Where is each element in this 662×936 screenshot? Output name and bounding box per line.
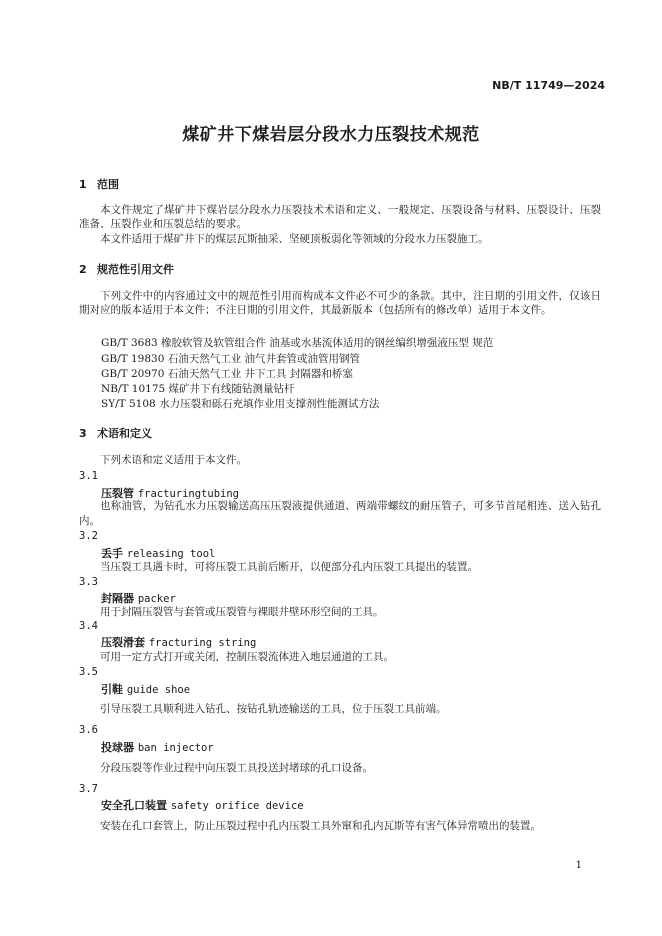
term-zh: 丢手 (101, 547, 123, 560)
term-number: 3.1 (79, 470, 98, 482)
paragraph: 下列文件中的内容通过文中的规范性引用而构成本文件必不可少的条款。其中，注日期的引用文件，仅该日期对应的版本适用于本文件；不注日期的引用文件，其最新版本（包括所有的修改单）适用于本文件。 (79, 290, 601, 316)
term-heading (101, 590, 176, 606)
term-heading (101, 545, 215, 561)
section-title: 范围 (97, 178, 119, 191)
term-en: fracturingtubing (137, 488, 239, 500)
term-en: ban injector (137, 742, 214, 754)
term-zh: 压裂管 (101, 487, 134, 500)
term-number: 3.5 (79, 666, 98, 678)
section-heading-2 (79, 261, 174, 277)
section-number: 3 (79, 427, 87, 440)
term-en: packer (137, 593, 176, 605)
page-number: 1 (575, 860, 582, 871)
term-en: guide shoe (126, 684, 191, 696)
term-number: 3.2 (79, 530, 98, 542)
section-title: 术语和定义 (97, 427, 152, 440)
term-number: 3.3 (79, 576, 98, 588)
section-heading-1 (79, 176, 119, 192)
term-definition: 当压裂工具遇卡时，可将压裂工具前后断开，以便部分孔内压裂工具提出的装置。 (100, 561, 478, 573)
term-heading (101, 797, 304, 813)
reference-item: SY/T 5108 水力压裂和砾石充填作业用支撑剂性能测试方法 (101, 398, 380, 410)
term-number: 3.6 (79, 724, 98, 736)
term-en: releasing tool (126, 548, 216, 560)
term-zh: 引鞋 (101, 683, 123, 696)
paragraph: 本文件适用于煤矿井下的煤层瓦斯抽采、坚硬顶板弱化等领域的分段水力压裂施工。 (100, 233, 489, 245)
term-definition: 安装在孔口套管上，防止压裂过程中孔内压裂工具外窜和孔内瓦斯等有害气体异常喷出的装置。 (100, 820, 541, 832)
term-heading (101, 634, 256, 650)
term-number: 3.7 (79, 783, 98, 795)
paragraph: 本文件规定了煤矿井下煤岩层分段水力压裂技术术语和定义、一般规定、压裂设备与材料、压裂设计、压裂准备、压裂作业和压裂总结的要求。 (79, 204, 601, 230)
term-heading (101, 739, 214, 755)
section-number: 2 (79, 263, 87, 276)
term-zh: 投球器 (101, 741, 134, 754)
term-heading (101, 681, 190, 697)
term-definition: 可用一定方式打开或关闭，控制压裂流体进入地层通道的工具。 (100, 651, 394, 663)
document-title: 煤矿井下煤岩层分段水力压裂技术规范 (182, 125, 480, 145)
reference-item: GB/T 20970 石油天然气工业 井下工具 封隔器和桥塞 (101, 368, 353, 380)
paragraph: 下列术语和定义适用于本文件。 (100, 454, 247, 466)
term-definition: 引导压裂工具顺利进入钻孔、按钻孔轨迹输送的工具，位于压裂工具前端。 (100, 703, 447, 715)
term-zh: 压裂滑套 (101, 636, 145, 649)
section-number: 1 (79, 178, 87, 191)
reference-item: GB/T 3683 橡胶软管及软管组合件 油基或水基流体适用的钢丝编织增强液压型 规范 (101, 337, 494, 349)
term-definition: 也称油管，为钻孔水力压裂输送高压压裂液提供通道、两端带螺纹的耐压管子，可多节首尾相连、送入钻孔内。 (79, 500, 601, 527)
reference-item: NB/T 10175 煤矿井下有线随钻测量钻杆 (101, 383, 295, 395)
term-en: fracturing string (148, 637, 257, 649)
term-number: 3.4 (79, 620, 98, 632)
section-heading-3 (79, 425, 152, 441)
standard-number: NB/T 11749—2024 (492, 79, 605, 92)
section-title: 规范性引用文件 (97, 263, 174, 276)
term-definition: 分段压裂等作业过程中向压裂工具投送封堵球的孔口设备。 (100, 762, 373, 774)
term-zh: 封隔器 (101, 592, 134, 605)
term-definition: 用于封隔压裂管与套管或压裂管与裸眼井壁环形空间的工具。 (100, 606, 384, 618)
reference-item: GB/T 19830 石油天然气工业 油气井套管或油管用钢管 (101, 353, 361, 365)
term-en: safety orifice device (170, 800, 304, 812)
term-zh: 安全孔口装置 (101, 799, 167, 812)
